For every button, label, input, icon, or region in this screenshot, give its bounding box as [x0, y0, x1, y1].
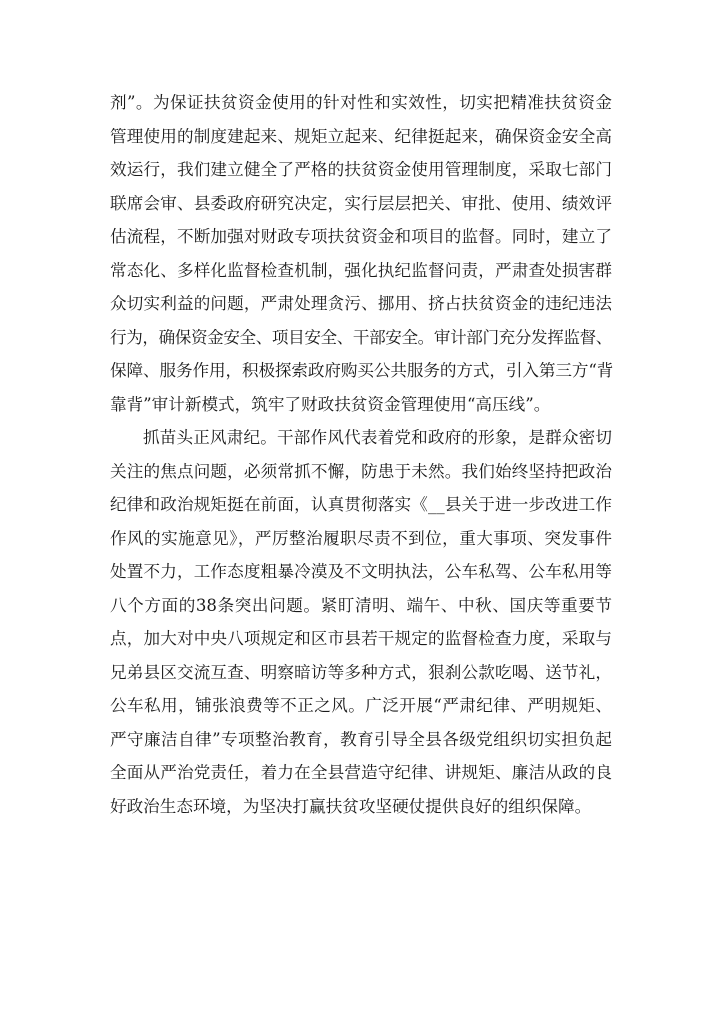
text-line: 常态化、多样化监督检查机制，强化执纪监督问责，严肃查处损害群 — [110, 260, 612, 280]
text-line: 保障、服务作用，积极探索政府购买公共服务的方式，引入第三方“背 — [110, 361, 614, 380]
text-line: 八个方面的38条突出问题。紧盯清明、端午、中秋、国庆等重要节 — [110, 595, 612, 615]
text-line: 估流程，不断加强对财政专项扶贫资金和项目的监督。同时，建立了 — [110, 227, 612, 246]
text-line: 关注的焦点问题，必须常抓不懈，防患于未然。我们始终坚持把政治 — [110, 461, 612, 481]
text-line: 好政治生态环境，为坚决打赢扶贫攻坚硬仗提供良好的组织保障。 — [110, 796, 592, 816]
text-line: 靠背”审计新模式，筑牢了财政扶贫资金管理使用“高压线”。 — [110, 394, 551, 414]
text-line: 效运行，我们建立健全了严格的扶贫资金使用管理制度，采取七部门 — [110, 160, 612, 179]
text-line: 行为，确保资金安全、项目安全、干部安全。审计部门充分发挥监督、 — [110, 327, 613, 347]
text-line: 处置不力，工作态度粗暴冷漠及不文明执法，公车私驾、公车私用等 — [110, 562, 612, 581]
text-line: 剂”。为保证扶贫资金使用的针对性和实效性，切实把精准扶贫资金 — [110, 93, 612, 112]
text-line: 作风的实施意见》，严厉整治履职尽责不到位，重大事项、突发事件 — [110, 528, 612, 548]
text-line: 抓苗头正风肃纪。干部作风代表着党和政府的形象，是群众密切 — [143, 428, 612, 447]
body-text — [110, 86, 612, 823]
text-line: 众切实利益的问题，严肃处理贪污、挪用、挤占扶贫资金的违纪违法 — [110, 294, 612, 313]
text-line: 公车私用，铺张浪费等不正之风。广泛开展“严肃纪律、严明规矩、 — [110, 696, 612, 715]
text-line: 兄弟县区交流互查、明察暗访等多种方式，狠刹公款吃喝、送节礼， — [110, 662, 612, 682]
text-line: 全面从严治党责任，着力在全县营造守纪律、讲规矩、廉洁从政的良 — [110, 763, 612, 782]
text-line: 点，加大对中央八项规定和区市县若干规定的监督检查力度，采取与 — [110, 629, 612, 648]
text-line: 纪律和政治规矩挺在前面，认真贯彻落实《__县关于进一步改进工作 — [110, 495, 612, 514]
text-line: 联席会审、县委政府研究决定，实行层层把关、审批、使用、绩效评 — [110, 193, 612, 213]
paragraph-discipline — [110, 421, 612, 823]
text-line: 严守廉洁自律”专项整治教育，教育引导全县各级党组织切实担负起 — [110, 729, 612, 749]
text-line: 管理使用的制度建起来、规矩立起来、纪律挺起来，确保资金安全高 — [110, 126, 612, 146]
paragraph-funds-supervision — [110, 86, 612, 421]
